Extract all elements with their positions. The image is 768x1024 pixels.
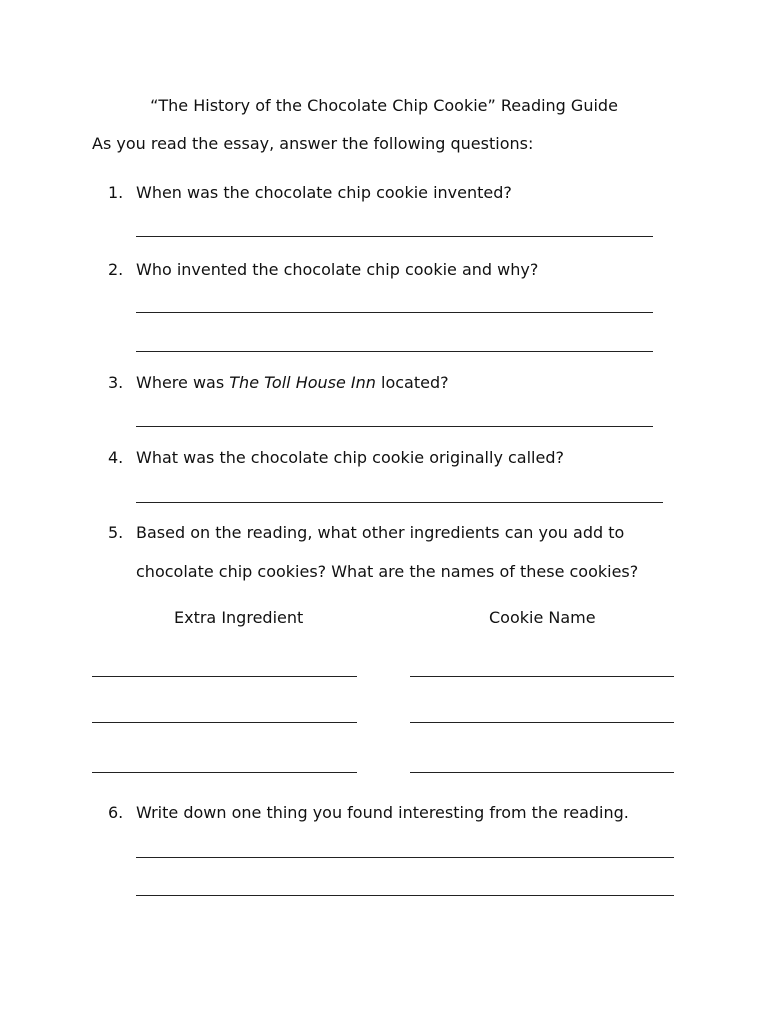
cookie-name-line-3[interactable] (410, 772, 674, 773)
answer-line-4[interactable] (136, 502, 663, 503)
question-6-number: 6. (108, 803, 124, 822)
question-2-number: 2. (108, 260, 124, 279)
cookie-name-line-2[interactable] (410, 722, 674, 723)
ingredient-line-2[interactable] (92, 722, 357, 723)
cookie-name-line-1[interactable] (410, 676, 674, 677)
answer-line-2a[interactable] (136, 312, 653, 313)
question-6-text: Write down one thing you found interesting from the reading. (136, 803, 629, 822)
question-4-number: 4. (108, 448, 124, 467)
question-5-number: 5. (108, 523, 124, 542)
answer-line-2b[interactable] (136, 351, 653, 352)
question-3-text (136, 373, 449, 392)
question-2-text: Who invented the chocolate chip cookie and why? (136, 260, 539, 279)
page-title: “The History of the Chocolate Chip Cookie” Reading Guide (150, 96, 618, 115)
answer-line-1[interactable] (136, 236, 653, 237)
question-3-number: 3. (108, 373, 124, 392)
ingredient-line-1[interactable] (92, 676, 357, 677)
instructions: As you read the essay, answer the following questions: (92, 134, 534, 153)
question-5-text-line1: Based on the reading, what other ingredients can you add to (136, 523, 625, 542)
ingredient-line-3[interactable] (92, 772, 357, 773)
question-4-text: What was the chocolate chip cookie originally called? (136, 448, 564, 467)
question-3-text-after: located? (375, 373, 449, 392)
question-3-italic-name: The Toll House Inn (229, 373, 376, 392)
question-3-text-before: Where was (136, 373, 230, 392)
answer-line-6b[interactable] (136, 895, 674, 896)
column-header-extra-ingredient: Extra Ingredient (174, 608, 304, 627)
column-header-cookie-name: Cookie Name (489, 608, 596, 627)
answer-line-6a[interactable] (136, 857, 674, 858)
question-5-text-line2: chocolate chip cookies? What are the names of these cookies? (136, 562, 639, 581)
question-1-text: When was the chocolate chip cookie invented? (136, 183, 512, 202)
answer-line-3[interactable] (136, 426, 653, 427)
question-1-number: 1. (108, 183, 124, 202)
